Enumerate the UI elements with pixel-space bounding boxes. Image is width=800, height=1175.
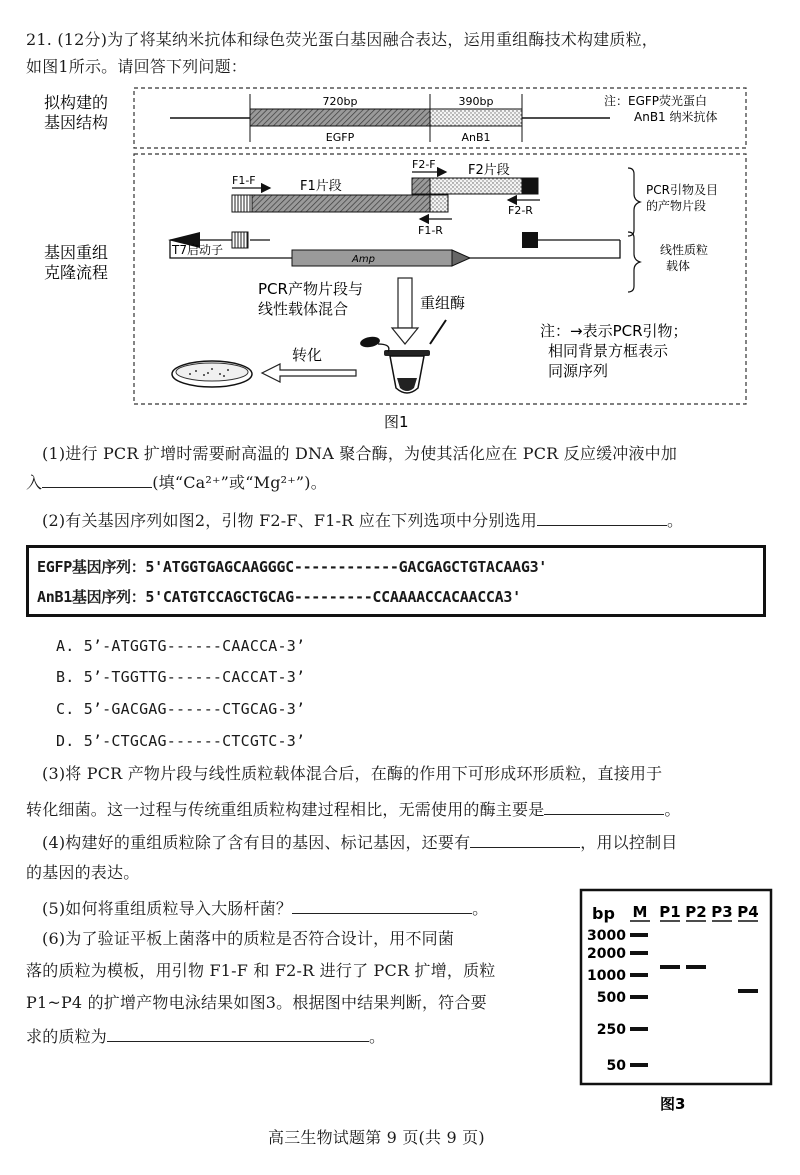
ladder-band [630, 1063, 648, 1067]
homology-box-right [522, 178, 538, 194]
lane-label: P4 [737, 903, 759, 921]
figure-3-gel [578, 887, 774, 1115]
bracket-pcr-label-2: 的产物片段 [646, 199, 707, 213]
q4-line-1 [42, 829, 677, 855]
q1-answer-blank[interactable] [42, 469, 152, 488]
anb1-sequence: AnB1基因序列：5'CATGTCCAGCTGCAG---------CCAAAACCACAACCA3' [37, 588, 521, 606]
q5-end: 。 [472, 899, 489, 918]
q6-end: 。 [369, 1027, 386, 1046]
q4-answer-blank[interactable] [470, 829, 580, 848]
bracket-vector-label-1: 线性质粒 [660, 243, 709, 257]
option-b[interactable]: B. 5’-TGGTTG------CACCAT-3’ [56, 668, 306, 686]
transform-arrow [262, 364, 356, 382]
ladder-band [630, 995, 648, 999]
q3-answer-blank[interactable] [544, 796, 664, 815]
segment-label-egfp: EGFP [325, 131, 355, 144]
transform-label: 转化 [292, 346, 323, 364]
bracket-pcr [628, 168, 640, 236]
q6-line-1: (6)为了验证平板上菌落中的质粒是否符合设计，用不同菌 [42, 929, 455, 948]
q2-text: (2)有关基因序列如图2，引物 F2-F、F1-R 应在下列选项中分别选用 [42, 511, 537, 530]
q1-line-2-post: (填“Ca²⁺”或“Mg²⁺”)。 [152, 473, 327, 492]
lane-label: P3 [711, 903, 733, 921]
arrow-down-head [392, 328, 418, 344]
page-footer: 高三生物试题第 9 页(共 9 页) [268, 1128, 485, 1147]
q2-answer-blank[interactable] [537, 507, 667, 526]
fragment-f2-overlap [412, 178, 430, 194]
figure-1-diagram [0, 82, 800, 438]
mix-label-1: PCR产物片段与 [258, 280, 363, 298]
q3-text: 转化细菌。这一过程与传统重组质粒构建过程相比，无需使用的酶主要是 [26, 800, 545, 819]
q3-line-1: (3)将 PCR 产物片段与线性质粒载体混合后，在酶的作用下可形成环形质粒，直接用于 [42, 764, 663, 783]
q3-line-2 [26, 796, 681, 822]
egfp-sequence: EGFP基因序列：5'ATGGTGAGCAAGGGC------------GACGAGCTGTACAAG3' [37, 558, 548, 576]
q2-line [42, 507, 683, 533]
fragment-f2-label: F2片段 [468, 163, 510, 178]
homology-box-left [232, 195, 252, 212]
vector-homology-right [522, 232, 538, 248]
note-bottom-3: 同源序列 [548, 362, 609, 380]
q4-pre: (4)构建好的重组质粒除了含有目的基因、标记基因，还要有 [42, 833, 471, 852]
q1-line-2-pre: 入 [26, 473, 43, 492]
ladder-label: 2000 [587, 946, 626, 962]
segment-anb1 [430, 109, 522, 126]
enzyme-label: 重组酶 [420, 294, 466, 312]
ladder-band [630, 1027, 648, 1031]
option-c[interactable]: C. 5’-GACGAG------CTGCAG-3’ [56, 700, 306, 718]
q1-line-2 [26, 469, 327, 495]
fragment-f2-bar [430, 178, 522, 194]
fragment-f1-bar [252, 195, 430, 212]
q4-post: ，用以控制目 [580, 833, 678, 852]
lane-label: P2 [685, 903, 707, 921]
ladder-label: 3000 [587, 928, 626, 944]
bracket-vector-label-2: 载体 [666, 259, 691, 273]
q6-text: 求的质粒为 [26, 1027, 108, 1046]
petri-dish-icon [172, 361, 252, 387]
note-bottom-2: 相同背景方框表示 [548, 342, 669, 360]
sample-band [660, 965, 680, 969]
q3-end: 。 [664, 800, 681, 819]
option-a[interactable]: A. 5’-ATGGTG------CAACCA-3’ [56, 637, 306, 655]
note-top-1: 注：EGFP荧光蛋白 [604, 94, 708, 108]
figure-3-caption: 图3 [660, 1095, 686, 1113]
q5-answer-blank[interactable] [292, 895, 472, 914]
label-cloning-2: 克隆流程 [44, 263, 109, 282]
ladder-band [630, 933, 648, 937]
ladder-label: 50 [606, 1058, 626, 1074]
q6-line-2: 落的质粒为模板，用引物 F1-F 和 F2-R 进行了 PCR 扩增，质粒 [26, 961, 496, 980]
note-bottom-1: 注：→表示PCR引物； [540, 322, 688, 340]
question-header-line-1: 21. (12分)为了将某纳米抗体和绿色荧光蛋白基因融合表达，运用重组酶技术构建质粒， [26, 30, 658, 49]
ladder-label: 1000 [587, 968, 626, 984]
figure-1-caption: 图1 [384, 413, 409, 431]
q5-line [42, 895, 488, 921]
lane-label: M [632, 903, 648, 921]
segment-egfp [250, 109, 430, 126]
gel-unit: bp [592, 904, 615, 923]
option-d[interactable]: D. 5’-CTGCAG------CTCGTC-3’ [56, 732, 306, 750]
segment-label-anb1: AnB1 [461, 131, 491, 144]
primer-f1r-label: F1-R [418, 224, 443, 237]
note-top-2: AnB1 纳米抗体 [634, 110, 718, 124]
lane-label: P1 [659, 903, 681, 921]
primer-f1f-label: F1-F [232, 174, 256, 187]
primer-f2r-label: F2-R [508, 204, 533, 217]
length-egfp: 720bp [322, 95, 358, 108]
question-header-line-2: 如图1所示。请回答下列问题： [26, 57, 247, 76]
q6-answer-blank[interactable] [107, 1023, 369, 1042]
t7-label: T7启动子 [172, 243, 223, 257]
ladder-band [630, 973, 648, 977]
label-planned-1: 拟构建的 [44, 93, 109, 112]
figure-2-sequence-box [26, 545, 766, 617]
q5-text: (5)如何将重组质粒导入大肠杆菌？ [42, 899, 293, 918]
fragment-f1-overlap [430, 195, 448, 212]
sample-band [686, 965, 706, 969]
bracket-pcr-label-1: PCR引物及目 [646, 183, 718, 197]
ladder-label: 250 [596, 1022, 626, 1038]
ladder-label: 500 [596, 990, 626, 1006]
amp-label: Amp [352, 254, 375, 265]
label-planned-2: 基因结构 [44, 113, 109, 132]
q1-line-1: (1)进行 PCR 扩增时需要耐高温的 DNA 聚合酶，为使其活化应在 PCR 反应缓冲液中加 [42, 444, 678, 463]
mix-label-2: 线性载体混合 [258, 300, 349, 318]
label-cloning-1: 基因重组 [44, 243, 109, 262]
ladder-band [630, 951, 648, 955]
q6-line-4 [26, 1023, 385, 1049]
bracket-vector [628, 232, 640, 292]
arrow-down-shaft [398, 278, 412, 328]
length-anb1: 390bp [458, 95, 494, 108]
q2-end: 。 [666, 511, 684, 530]
fragment-f1-label: F1片段 [300, 179, 342, 194]
amp-direction-icon [452, 250, 470, 266]
sample-band [738, 989, 758, 993]
q4-line-2: 的基因的表达。 [26, 863, 140, 882]
vector-homology-left [232, 232, 248, 248]
q6-line-3: P1~P4 的扩增产物电泳结果如图3。根据图中结果判断，符合要 [26, 993, 487, 1012]
primer-f2f-label: F2-F [412, 158, 436, 171]
